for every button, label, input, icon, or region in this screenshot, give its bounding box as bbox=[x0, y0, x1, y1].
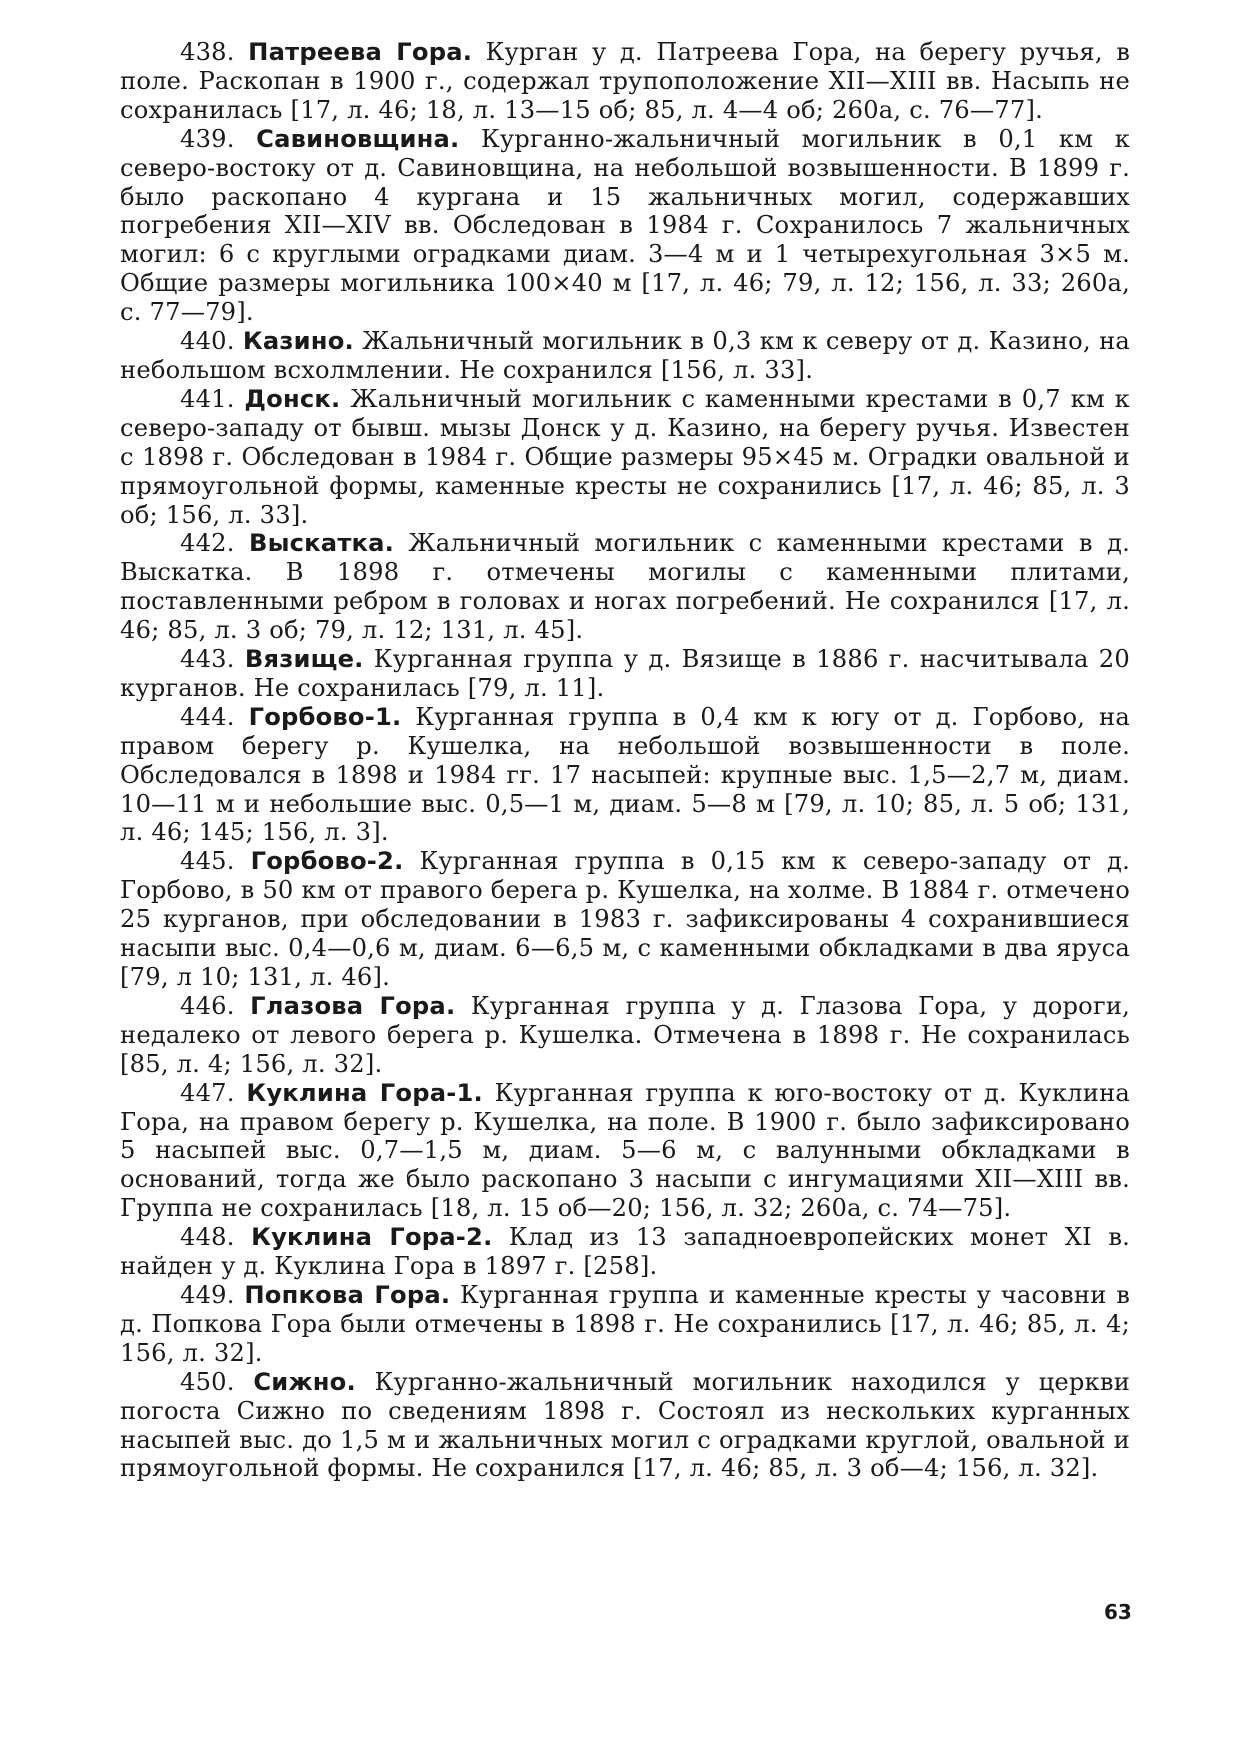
entry-title: Выскатка. bbox=[248, 529, 395, 558]
entry-title: Горбово-2. bbox=[250, 847, 404, 876]
entry-title: Патреева Гора. bbox=[248, 38, 473, 66]
entry-title: Сижно. bbox=[253, 1367, 356, 1396]
entry-number: 439. bbox=[180, 124, 235, 153]
entry-title: Попкова Гора. bbox=[244, 1280, 451, 1309]
entry-number: 447. bbox=[180, 1078, 235, 1107]
entry-text: Жальничный могильник с каменными крестами в д. Выскатка. В 1898 г. отмечены могилы с каменными плитами, поставленными ребром в головах и ногах погребений. Не сохранился [17, л. 46; 85, л. 3 об; 79, л. 12; 131, л. 45]. bbox=[120, 529, 1130, 645]
entry-438 bbox=[120, 38, 1130, 125]
entry-number: 450. bbox=[180, 1367, 235, 1396]
entry-text: Курганная группа в 0,4 км к югу от д. Горбово, на правом берегу р. Кушелка, на небольшой возвышенности в поле. Обследовался в 1898 и 1984 гг. 17 насыпей: крупные выс. 1,5—2,7 м, диам. 10—11 м и небольшие выс. 0,5—1 м, диам. 5—8 м [79, л. 10; 85, л. 5 об; 131, л. 46; 145; 156, л. 3]. bbox=[120, 702, 1130, 847]
entry-447 bbox=[120, 1079, 1130, 1224]
entry-number: 438. bbox=[180, 38, 235, 66]
entry-442 bbox=[120, 529, 1130, 645]
entry-441 bbox=[120, 385, 1130, 530]
entry-449 bbox=[120, 1281, 1130, 1368]
entry-number: 440. bbox=[180, 327, 235, 356]
entry-448 bbox=[120, 1223, 1130, 1281]
entry-text: Курганная группа у д. Вязище в 1886 г. насчитывала 20 курганов. Не сохранилась [79, л. 11]. bbox=[120, 645, 1130, 702]
entry-title: Казино. bbox=[242, 327, 354, 356]
entry-number: 441. bbox=[180, 384, 235, 413]
entry-text: Курганно-жальничный могильник в 0,1 км к северо-востоку от д. Савиновщина, на небольшой возвышенности. В 1899 г. было раскопано 4 кургана и 15 жальничных могил, содержавших погребения XII—XIV вв. Обследован в 1984 г. Сохранилось 7 жальничных могил: 6 с круглыми оградками диам. 3—4 м и 1 четырехугольная 3×5 м. Общие размеры могильника 100×40 м [17, л. 46; 79, л. 12; 156, л. 33; 260а, с. 77—79]. bbox=[120, 124, 1131, 327]
entry-number: 442. bbox=[180, 529, 235, 558]
entry-text: Курганная группа в 0,15 км к северо-западу от д. Горбово, в 50 км от правого берега р. Кушелка, на холме. В 1884 г. отмечено 25 курганов, при обследовании в 1983 г. зафиксированы 4 сохранившиеся насыпи выс. 0,4—0,6 м, диам. 6—6,5 м, с каменными обкладками в два яруса [79, л 10; 131, л. 46]. bbox=[120, 847, 1130, 991]
entry-text: Жальничный могильник в 0,3 км к северу от д. Казино, на небольшом всхолмлении. Не сохранился [156, л. 33]. bbox=[120, 327, 1131, 384]
page-number: 63 bbox=[1104, 1600, 1132, 1624]
entry-text: Курганная группа у д. Глазова Гора, у дороги, недалеко от левого берега р. Кушелка. Отмечена в 1898 г. Не сохранилась [85, л. 4; 156, л. 32]. bbox=[120, 991, 1131, 1078]
entry-446 bbox=[120, 992, 1130, 1079]
entry-number: 443. bbox=[180, 645, 235, 674]
entry-title: Горбово-1. bbox=[248, 702, 402, 731]
entry-title: Глазова Гора. bbox=[250, 991, 456, 1020]
document-body bbox=[120, 38, 1130, 1483]
entry-title: Куклина Гора-2. bbox=[251, 1223, 493, 1252]
entry-number: 444. bbox=[180, 702, 235, 731]
entry-text: Курганная группа к юго-востоку от д. Куклина Гора, на правом берегу р. Кушелка, на поле. В 1900 г. было зафиксировано 5 насыпей выс. 0,7—1,5 м, диам. 5—6 м, с валунными обкладками в оснований, тогда же было раскопано 3 насыпи с ингумациями XII—XIII вв. Группа не сохранилась [18, л. 15 об—20; 156, л. 32; 260а, с. 74—75]. bbox=[120, 1078, 1131, 1223]
entry-number: 448. bbox=[180, 1223, 235, 1252]
entry-title: Савиновщина. bbox=[256, 124, 460, 153]
entry-439 bbox=[120, 125, 1130, 327]
entry-number: 449. bbox=[180, 1280, 235, 1309]
entry-text: Курганная группа и каменные кресты у часовни в д. Попкова Гора были отмечены в 1898 г. Не сохранились [17, л. 46; 85, л. 4; 156, л. 32]. bbox=[120, 1280, 1131, 1367]
entry-number: 445. bbox=[180, 847, 235, 876]
entry-text: Курганно-жальничный могильник находился у церкви погоста Сижно по сведениям 1898 г. Состоял из нескольких курганных насыпей выс. до 1,5 м и жальничных могил с оградками круглой, овальной и прямоугольной формы. Не сохранился [17, л. 46; 85, л. 3 об—4; 156, л. 32]. bbox=[120, 1367, 1131, 1483]
entry-text: Жальничный могильник с каменными крестами в 0,7 км к северо-западу от бывш. мызы Донск у д. Казино, на берегу ручья. Известен с 1898 г. Обследован в 1984 г. Общие размеры 95×45 м. Оградки овальной и прямоугольной формы, каменные кресты не сохранились [17, л. 46; 85, л. 3 об; 156, л. 33]. bbox=[120, 384, 1130, 529]
entry-number: 446. bbox=[180, 991, 235, 1020]
entry-440 bbox=[120, 327, 1130, 385]
entry-title: Донск. bbox=[244, 384, 341, 413]
entry-443 bbox=[120, 645, 1130, 703]
entry-title: Вязище. bbox=[244, 645, 364, 674]
entry-450 bbox=[120, 1368, 1130, 1484]
entry-text: Клад из 13 западноевропейских монет XI в. найден у д. Куклина Гора в 1897 г. [258]. bbox=[120, 1223, 1131, 1281]
entry-title: Куклина Гора-1. bbox=[246, 1078, 483, 1107]
entry-text: Курган у д. Патреева Гора, на берегу ручья, в поле. Раскопан в 1900 г., содержал трупоположение XII—XIII вв. Насыпь не сохранилась [17, л. 46; 18, л. 13—15 об; 85, л. 4—4 об; 260а, с. 76—77]. bbox=[120, 38, 1131, 124]
entry-444 bbox=[120, 703, 1130, 848]
entry-445 bbox=[120, 847, 1130, 992]
